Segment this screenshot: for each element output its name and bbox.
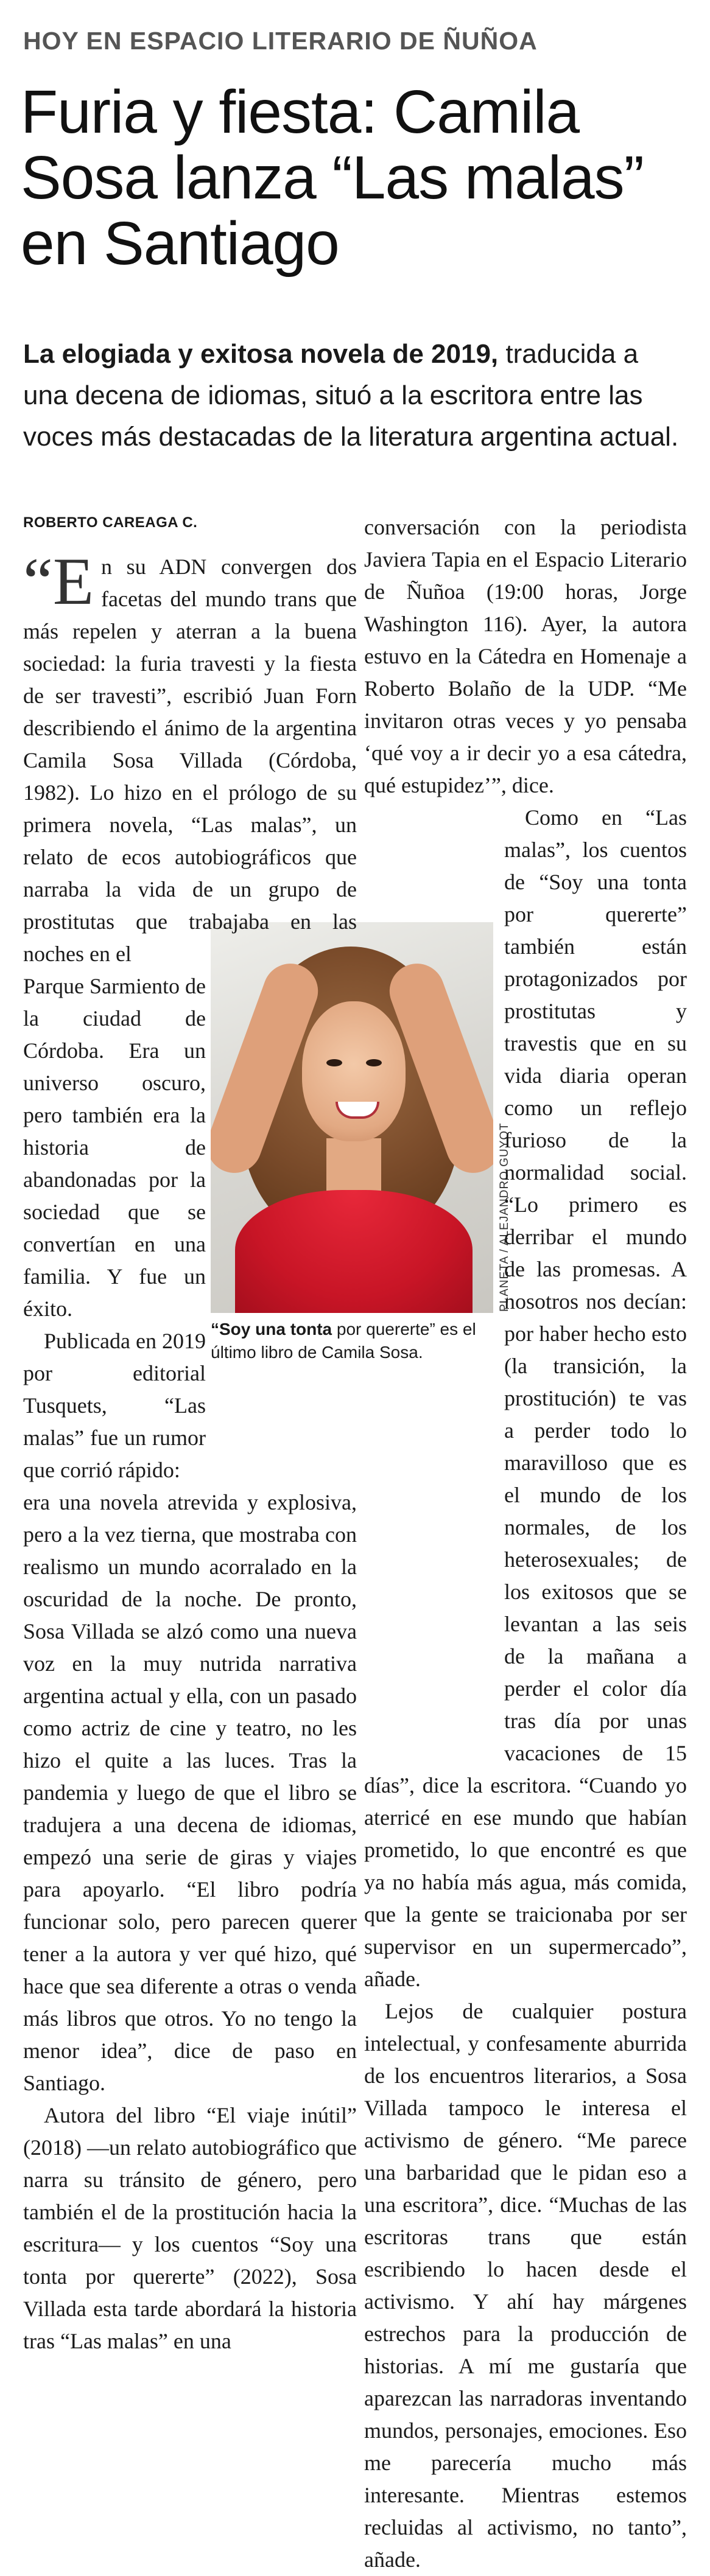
- paragraph: Parque Sarmiento de la ciudad de Córdoba. Era un universo oscuro, pero también era la historia de abandonadas por la sociedad que se convertían en una familia. Y fue un éxito.: [23, 974, 206, 1321]
- deck-rest: traducida a una decena de idiomas, situó a la escritora entre las voces más destacadas de la literatura argentina actual.: [23, 339, 679, 452]
- paragraph-text: Como en “Las malas”, los cuentos de “Soy una tonta por quererte” también están protagonizados por prostitutas y travestis que en su vida diaria operan como un reflejo furioso de la normalidad social. “Lo primero es derribar el mundo de las promesas. A nosotros nos decían: por haber hecho esto (la transición, la prostitución) te vas a perder todo lo maravilloso que es el mundo de los normales, de los heterosexuales; de los exitosos que se levantan a las seis de la mañana a perder el color día tras día por unas vacaciones de 15 días”, dice la escritora. “Cuando yo aterricé en ese mundo que habían prometido, lo que encontré es que ya no había más agua, más comida, que la gente se traicionaba por ser supervisor en un supermercado”, añade.: [364, 805, 687, 1991]
- deck-bold: La elogiada y exitosa novela de 2019,: [23, 339, 499, 369]
- article-column-1: [23, 544, 357, 2357]
- paragraph-text: n su ADN convergen dos facetas del mundo trans que más repelen y aterran a la buena sociedad: la furia travesti y la fiesta de ser travesti”, escribió Juan Forn describiendo el ánimo de la argentina Camila Sosa Villada (Córdoba, 1982). Lo hizo en el prólogo de su primera novela, “Las malas”, un relato de ecos autobiográficos que narraba la vida de un grupo de prostitutas que trabajaba en las noches en el: [23, 555, 357, 966]
- drop-cap: “E: [23, 544, 94, 618]
- article-column-2: [364, 511, 687, 2576]
- headline: Furia y fiesta: Camila Sosa lanza “Las malas” en Santiago: [21, 78, 644, 278]
- paragraph: Publicada en 2019 por editorial Tusquets, “Las malas” fue un rumor que corrió rápido:: [23, 1329, 206, 1482]
- byline: ROBERTO CAREAGA C.: [23, 514, 198, 531]
- paragraph: conversación con la periodista Javiera Tapia en el Espacio Literario de Ñuñoa (19:00 horas, Jorge Washington 116). Ayer, la autora estuvo en la Cátedra en Homenaje a Roberto Bolaño de la UDP. “Me invitaron otras veces y yo pensaba ‘qué voy a ir decir yo a esa cátedra, qué estupidez’”, dice.: [364, 515, 687, 797]
- caption-rest: por quererte” es el último libro de Camila Sosa.: [211, 1320, 476, 1362]
- section-kicker: HOY EN ESPACIO LITERARIO DE ÑUÑOA: [23, 27, 538, 55]
- column-1-wrap-block: [23, 970, 206, 1486]
- photo-credit: PLANETA / ALEJANDRO GUYOT: [498, 1122, 511, 1312]
- paragraph: Lejos de cualquier postura intelectual, y confesamente aburrida de los encuentros literarios, a Sosa Villada tampoco le interesa el activismo de género. “Me parece una barbaridad que le pidan eso a una escritora”, dice. “Muchas de las escritoras trans que están escribiendo lo hacen desde el activismo. Y ahí hay márgenes estrechos para la producción de historias. A mí me gustaría que aparezcan las narradoras inventando mundos, personajes, emociones. Eso me parecería mucho más interesante. Mientras estemos recluidas al activismo, no tanto”, añade.: [364, 1999, 687, 2572]
- deck: [23, 334, 687, 458]
- paragraph: Autora del libro “El viaje inútil” (2018) —un relato autobiográfico que narra su tránsito de género, pero también el de la prostitución hacia la escritura— y los cuentos “Soy una tonta por quererte” (2022), Sosa Villada esta tarde abordará la historia tras “Las malas” en una: [23, 2103, 357, 2353]
- paragraph: [364, 802, 687, 1995]
- paragraph: [23, 544, 357, 970]
- caption-bold: “Soy una tonta: [211, 1320, 332, 1339]
- photo-wrap-space: [364, 802, 504, 1745]
- paragraph: era una novela atrevida y explosiva, pero a la vez tierna, que mostraba con realismo un mundo acorralado en la oscuridad de la noche. De pronto, Sosa Villada se alzó como una nueva voz en la muy nutrida narrativa argentina actual y ella, con un pasado como actriz de cine y teatro, no les hizo el quite a las luces. Tras la pandemia y luego de que el libro se tradujera a una decena de idiomas, empezó una serie de giras y viajes para apoyarlo. “El libro podría funcionar solo, pero parecen querer tener a la autora y ver qué hizo, qué hace que sea diferente a otras o venda más libros que otros. Yo no tengo la menor idea”, dice de paso en Santiago.: [23, 1490, 357, 2095]
